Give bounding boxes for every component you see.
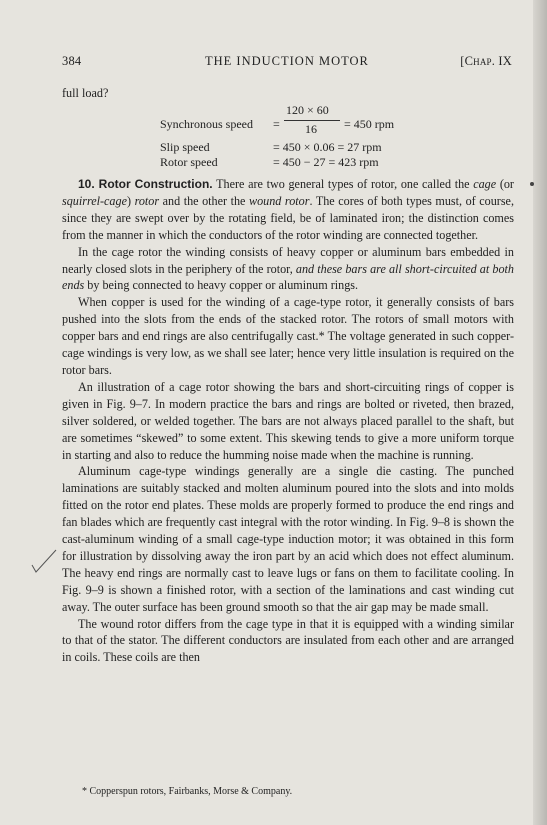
p2-italic: and these bars are all short-circuited at both ends (62, 261, 514, 293)
p1-text-a: There are two general types of rotor, one called the (216, 177, 474, 191)
intro-line: full load? (62, 86, 109, 100)
sync-denominator: 16 (305, 122, 317, 136)
sync-result: = 450 rpm (344, 117, 395, 131)
p1-term-rotor: rotor (134, 193, 160, 208)
sync-speed-label: Synchronous speed (160, 117, 253, 131)
paragraph-3: When copper is used for the winding of a cage-type rotor, it generally consists of bars pushed into the slots from the ends of the stacked rotor. The rotors of small motors with copper bars and end rings are also centrifugally cast.* The voltage generated in such copper-cage windings is very low, as we shall see later; hence very little insulation is required on the rotor bars. (62, 295, 514, 377)
p1-term-squirrel-cage: squirrel-cage (62, 193, 127, 208)
section-body (62, 176, 514, 666)
rotor-speed-value: = 450 − 27 = 423 rpm (273, 155, 379, 169)
running-header (62, 54, 512, 70)
p2-text-a: In the cage rotor the winding consists of heavy copper or aluminum bars embedded in nearly closed slots in the periphery of the rotor, (62, 244, 514, 276)
paragraph-5: Aluminum cage-type windings generally are a single die casting. The punched laminations are suitably stacked and molten aluminum poured into the slots and into molds fitted on the rotor end plates. These molds are properly formed to produce the end rings and fan blades which are frequently cast integral with the rotor winding. In Fig. 9–8 is shown the cast-aluminum winding of a small cage-type induction motor; it was obtained in this form for illustration by dissolving away the iron part by an acid which does not effect aluminum. The heavy end rings are normally cast to leave lugs or fans on them to facilitate cooling. In Fig. 9–9 is shown a finished rotor, with a section of the laminations and cast winding cut away. The outer surface has been ground smooth so that the air gap may be made small. (62, 464, 514, 614)
sync-numerator: 120 × 60 (286, 103, 329, 117)
p2-text-b: by being connected to heavy copper or aluminum rings. (84, 278, 359, 293)
footnote: * Copperspun rotors, Fairbanks, Morse & Company. (82, 786, 293, 797)
running-title: THE INDUCTION MOTOR (205, 54, 369, 68)
page-number: 384 (62, 54, 82, 68)
margin-mark (530, 182, 534, 186)
p1-term-cage: cage (473, 177, 497, 191)
p1-text-d: and the other the (159, 193, 249, 208)
slip-speed-value: = 450 × 0.06 = 27 rpm (273, 140, 382, 154)
equals-sign: = (273, 117, 280, 131)
paragraph-4: An illustration of a cage rotor showing the bars and short-circuiting rings of copper is given in Fig. 9–7. In modern practice the bars and rings are bolted or riveted, then brazed, silver soldered, or welded together. The bars are not always placed parallel to the shaft, but are sometimes “skewed” to some extent. This skewing tends to give a more uniform torque in starting and also to reduce the humming noise made when the machine is running. (62, 379, 514, 462)
paragraph-2 (62, 244, 514, 295)
paragraph-1 (62, 176, 514, 244)
fraction-bar (284, 120, 340, 121)
page-edge-shadow (533, 0, 547, 825)
p1-text-c: ) (126, 193, 135, 208)
p1-term-wound-rotor: wound rotor (249, 193, 310, 208)
chapter-label: [Chap. IX (460, 54, 512, 68)
rotor-speed-label: Rotor speed (160, 155, 218, 169)
pencil-check-icon (30, 548, 58, 574)
slip-speed-label: Slip speed (160, 140, 210, 154)
paragraph-6: The wound rotor differs from the cage type in that it is equipped with a winding similar to that of the stator. The different conductors are insulated from each other and are arranged in coils. These coils are then (62, 616, 514, 665)
section-heading: 10. Rotor Construction. (78, 177, 213, 191)
p1-text-e: . The cores of both types must, of course, since they are swept over by the rotating field, be of laminated iron; the distinction comes from the manner in which the conductors of the rotor winding are connected together. (62, 193, 514, 242)
p1-text-b: (or (496, 177, 514, 191)
